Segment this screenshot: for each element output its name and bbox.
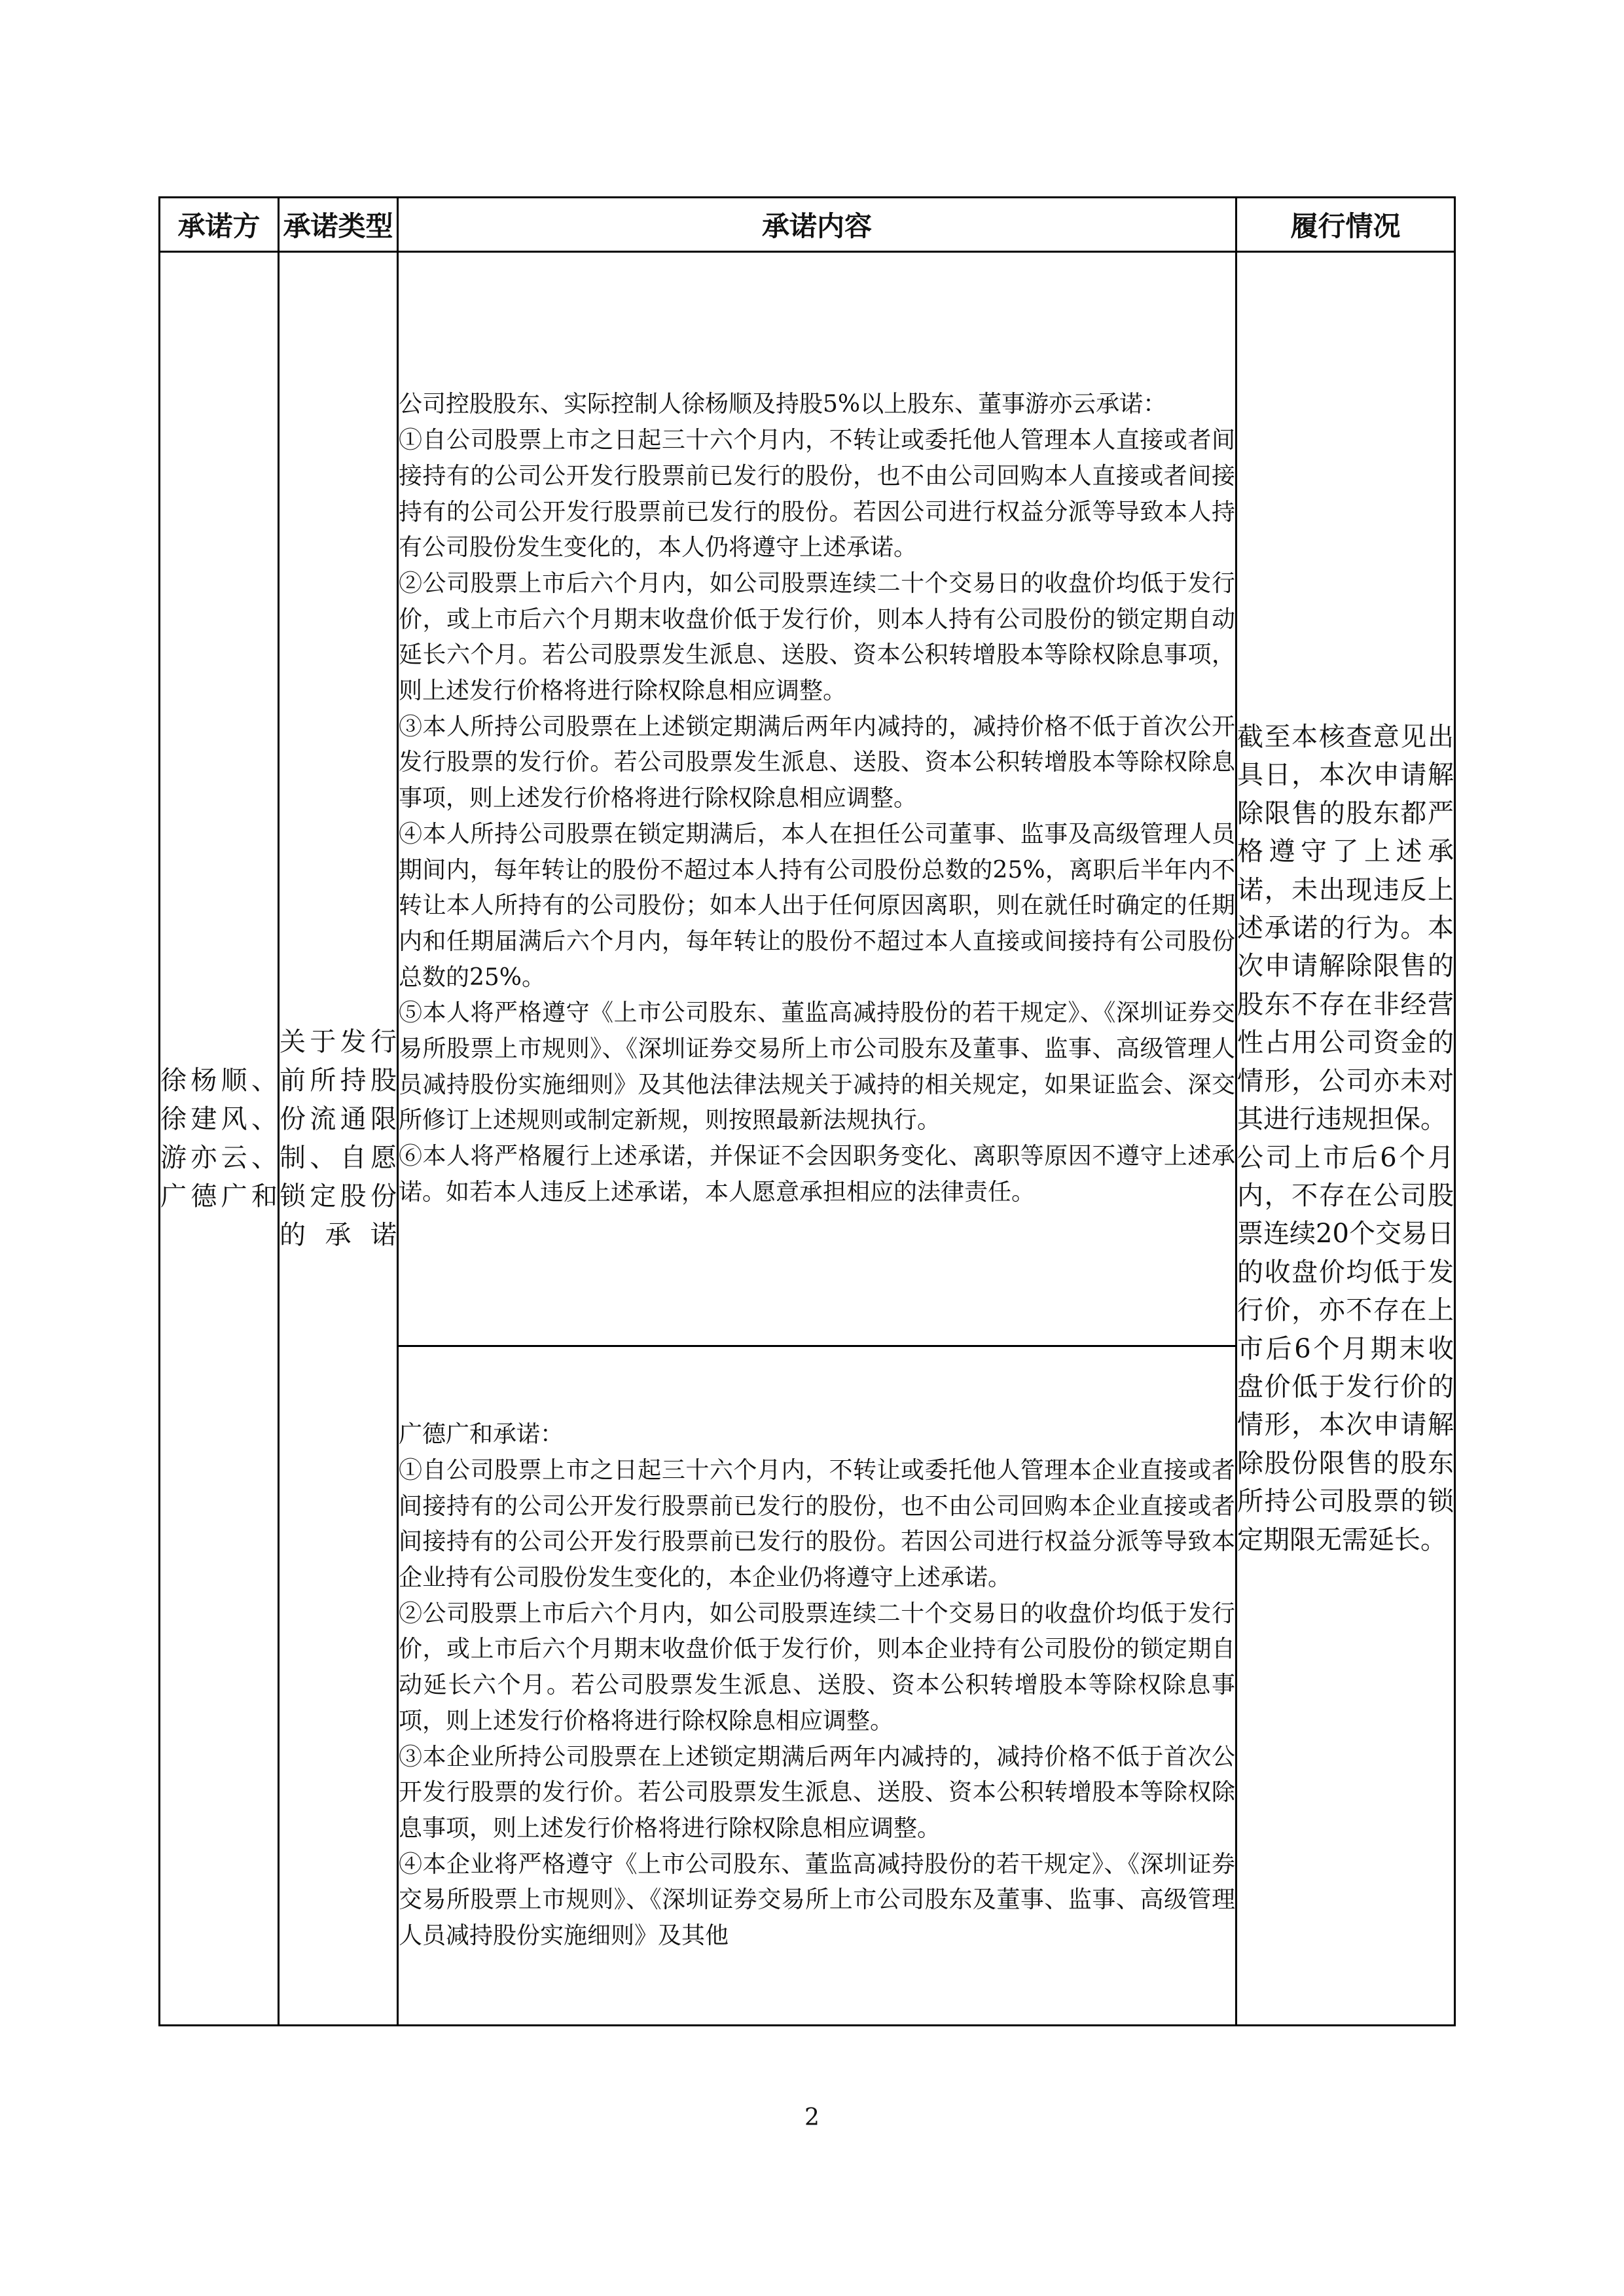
status-paragraph-1: 截至本核查意见出具日，本次申请解除限售的股东都严格遵守了上述承诺，未出现违反上述承诺的行为。本次申请解除限售的股东不存在非经营性占用公司资金的情形，公司亦未对其进行违规担保。 <box>1237 722 1454 1135</box>
header-type: 承诺类型 <box>279 198 398 252</box>
block2-item: ②公司股票上市后六个月内，如公司股票连续二十个交易日的收盘价均低于发行价，或上市后六个月期末收盘价低于发行价，则本企业持有公司股份的锁定期自动延长六个月。若公司股票发生派息、送股、资本公积转增股本等除权除息事项，则上述发行价格将进行除权除息相应调整。 <box>399 1600 1235 1734</box>
block2-item: ③本企业所持公司股票在上述锁定期满后两年内减持的，减持价格不低于首次公开发行股票的发行价。若公司股票发生派息、送股、资本公积转增股本等除权除息事项，则上述发行价格将进行除权除息相应调整。 <box>399 1743 1235 1842</box>
block1-item: ②公司股票上市后六个月内，如公司股票连续二十个交易日的收盘价均低于发行价，或上市后六个月期末收盘价低于发行价，则本人持有公司股份的锁定期自动延长六个月。若公司股票发生派息、送股、资本公积转增股本等除权除息事项，则上述发行价格将进行除权除息相应调整。 <box>399 569 1235 705</box>
block2-intro: 广德广和承诺： <box>399 1421 564 1448</box>
type-cell: 关于发行前所持股份流通限制、自愿锁定股份的承诺 <box>279 252 398 2026</box>
commitment-table <box>158 196 1456 2026</box>
party-cell: 徐杨顺、徐建风、游亦云、广德广和 <box>160 252 279 2026</box>
content-block-1 <box>398 252 1236 1346</box>
block1-item: ③本人所持公司股票在上述锁定期满后两年内减持的，减持价格不低于首次公开发行股票的发行价。若公司股票发生派息、送股、资本公积转增股本等除权除息事项，则上述发行价格将进行除权除息相应调整。 <box>399 713 1235 812</box>
block1-item: ④本人所持公司股票在锁定期满后，本人在担任公司董事、监事及高级管理人员期间内，每年转让的股份不超过本人持有公司股份总数的25%，离职后半年内不转让本人所持有的公司股份；如本人出于任何原因离职，则在就任时确定的任期内和任期届满后六个月内，每年转让的股份不超过本人直接或间接持有公司股份总数的25%。 <box>399 820 1235 991</box>
table-header-row <box>160 198 1455 252</box>
status-cell <box>1236 252 1455 2026</box>
block1-item: ⑥本人将严格履行上述承诺，并保证不会因职务变化、离职等原因不遵守上述承诺。如若本人违反上述承诺，本人愿意承担相应的法律责任。 <box>399 1143 1235 1206</box>
content-block-2 <box>398 1346 1236 2026</box>
block1-intro: 公司控股股东、实际控制人徐杨顺及持股5%以上股东、董事游亦云承诺： <box>399 391 1167 418</box>
status-paragraph-2: 公司上市后6个月内，不存在公司股票连续20个交易日的收盘价均低于发行价，亦不存在上市后6个月期末收盘价低于发行价的情形，本次申请解除股份限售的股东所持公司股票的锁定期限无需延长。 <box>1237 1142 1454 1555</box>
page-number: 2 <box>804 2104 820 2131</box>
table-row <box>160 252 1455 1346</box>
block2-item: ①自公司股票上市之日起三十六个月内，不转让或委托他人管理本企业直接或者间接持有的公司公开发行股票前已发行的股份，也不由公司回购本企业直接或者间接持有的公司公开发行股票前已发行的股份。若因公司进行权益分派等导致本企业持有公司股份发生变化的，本企业仍将遵守上述承诺。 <box>399 1456 1235 1592</box>
header-party: 承诺方 <box>160 198 279 252</box>
block1-item: ⑤本人将严格遵守《上市公司股东、董监高减持股份的若干规定》、《深圳证券交易所股票上市规则》、《深圳证券交易所上市公司股东及董事、监事、高级管理人员减持股份实施细则》及其他法律法规关于减持的相关规定，如果证监会、深交所修订上述规则或制定新规，则按照最新法规执行。 <box>399 999 1235 1134</box>
header-content: 承诺内容 <box>398 198 1236 252</box>
header-status: 履行情况 <box>1236 198 1455 252</box>
block1-item: ①自公司股票上市之日起三十六个月内，不转让或委托他人管理本人直接或者间接持有的公司公开发行股票前已发行的股份，也不由公司回购本人直接或者间接持有的公司公开发行股票前已发行的股份。若因公司进行权益分派等导致本人持有公司股份发生变化的，本人仍将遵守上述承诺。 <box>399 427 1235 562</box>
block2-item: ④本企业将严格遵守《上市公司股东、董监高减持股份的若干规定》、《深圳证券交易所股票上市规则》、《深圳证券交易所上市公司股东及董事、监事、高级管理人员减持股份实施细则》及其他 <box>399 1850 1235 1950</box>
